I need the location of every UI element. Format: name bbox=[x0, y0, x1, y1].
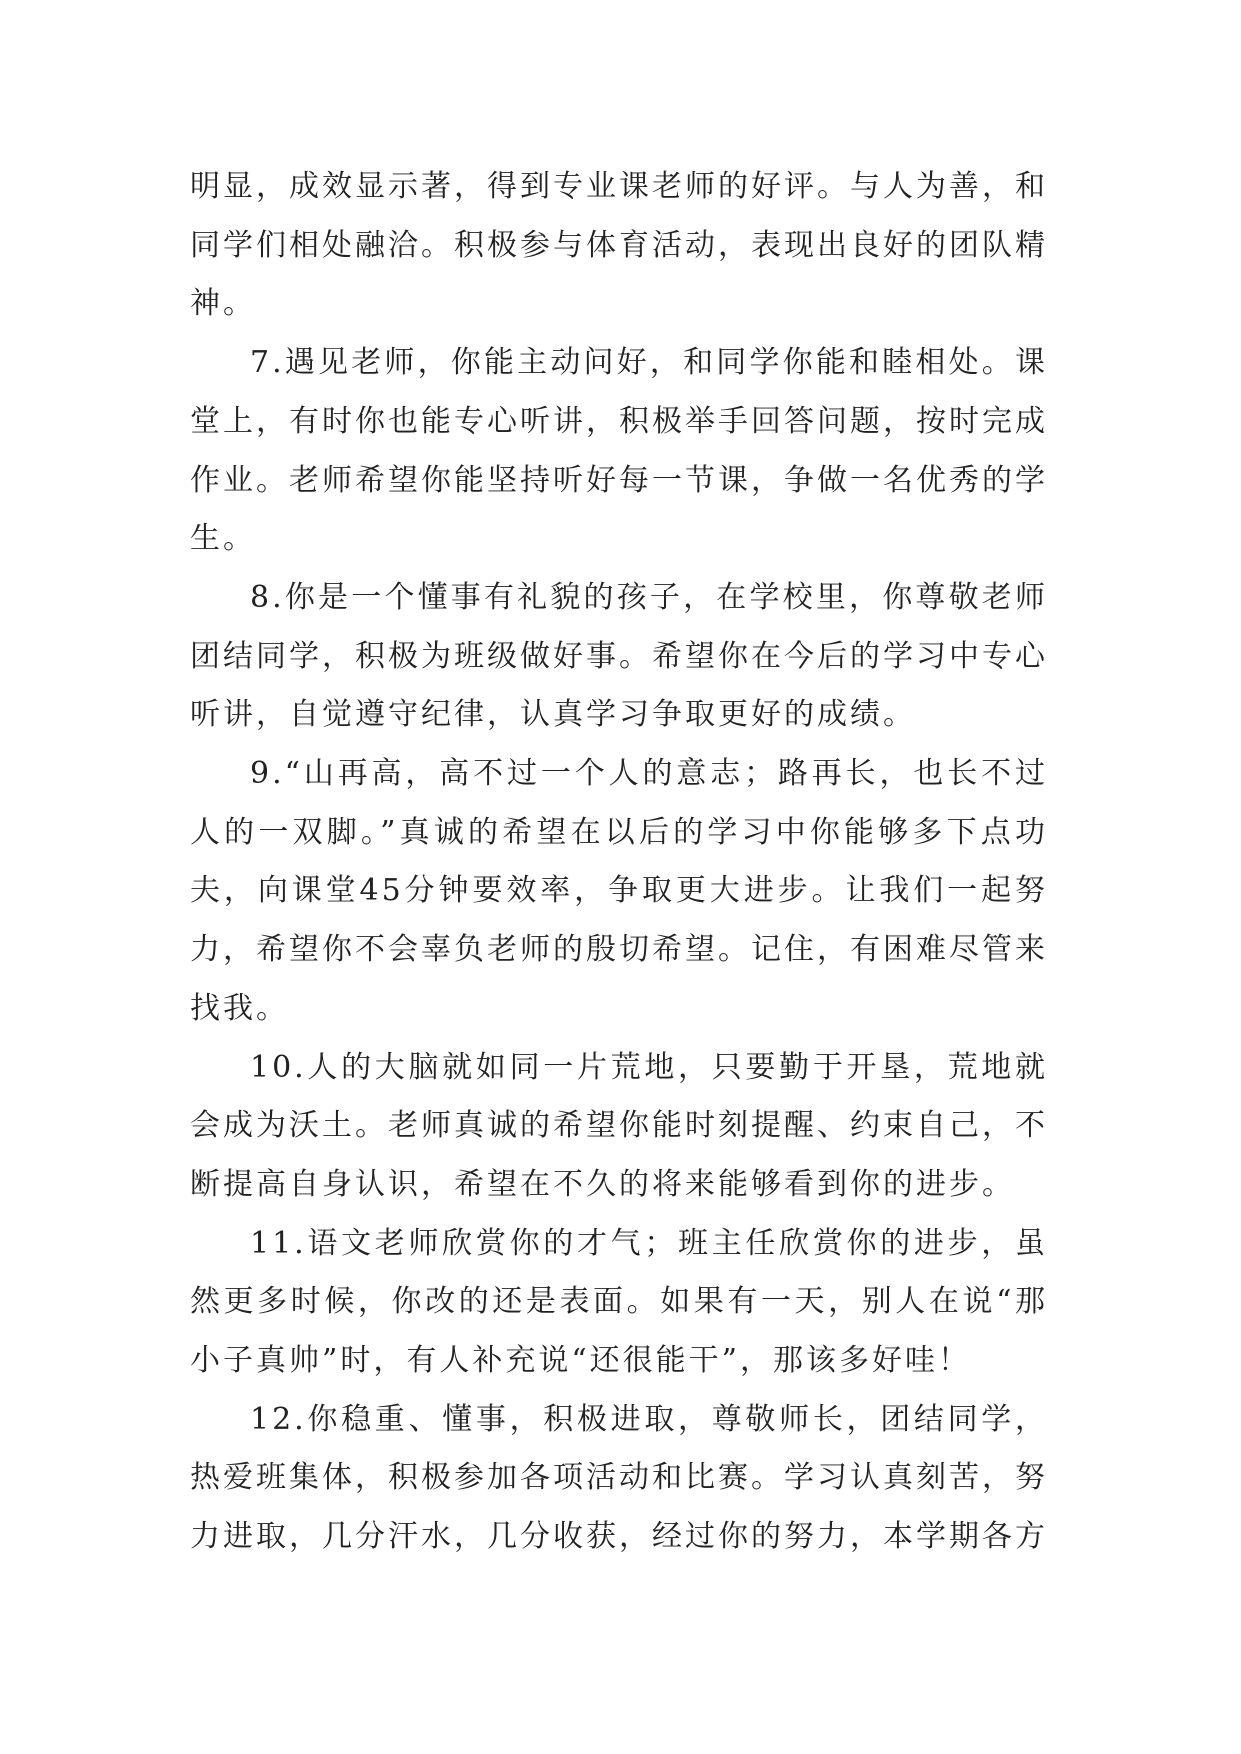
paragraph-comment-7: 7.遇见老师，你能主动问好，和同学你能和睦相处。课堂上，有时你也能专心听讲，积极举手回答问题，按时完成作业。老师希望你能坚持听好每一节课，争做一名优秀的学生。 bbox=[190, 345, 1048, 557]
paragraph-comment-10: 10.人的大脑就如同一片荒地，只要勤于开垦，荒地就会成为沃土。老师真诚的希望你能时刻提醒、约束自己，不断提高自身认识，希望在不久的将来能够看到你的进步。 bbox=[190, 1049, 1048, 1202]
paragraph-comment-8: 8.你是一个懂事有礼貌的孩子，在学校里，你尊敬老师团结同学，积极为班级做好事。希望你在今后的学习中专心听讲，自觉遵守纪律，认真学习争取更好的成绩。 bbox=[190, 579, 1048, 733]
paragraph-comment-12: 12.你稳重、懂事，积极进取，尊敬师长，团结同学，热爱班集体，积极参加各项活动和比赛。学习认真刻苦，努力进取，几分汗水，几分收获，经过你的努力，本学期各方 bbox=[190, 1401, 1048, 1555]
paragraph-continuation: 明显，成效显示著，得到专业课老师的好评。与人为善，和同学们相处融洽。积极参与体育活动，表现出良好的团队精神。 bbox=[190, 169, 1048, 322]
paragraph-comment-9: 9.“山再高，高不过一个人的意志；路再长，也长不过人的一双脚。”真诚的希望在以后的学习中你能够多下点功夫，向课堂45分钟要效率，争取更大进步。让我们一起努力，希望你不会辜负老师的殷切希望。记住，有困难尽管来找我。 bbox=[190, 756, 1048, 1026]
paragraph-comment-11: 11.语文老师欣赏你的才气；班主任欣赏你的进步，虽然更多时候，你改的还是表面。如果有一天，别人在说“那小子真帅”时，有人补充说“还很能干”，那该多好哇！ bbox=[190, 1225, 1048, 1379]
document-body bbox=[190, 158, 1048, 1567]
